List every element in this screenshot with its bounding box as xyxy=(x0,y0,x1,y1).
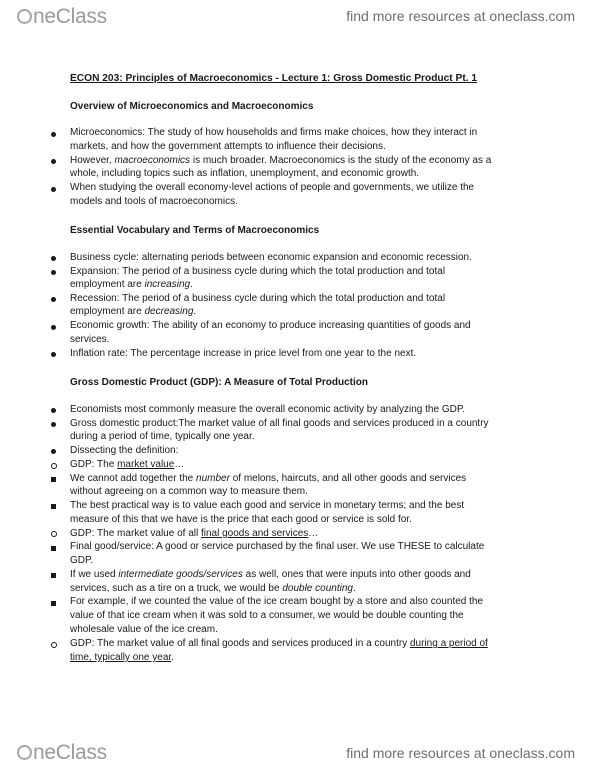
list-item: Microeconomics: The study of how households and firms make choices, how they interact in xyxy=(70,127,478,138)
list-item: The best practical way is to value each good and service in monetary terms; and the best xyxy=(70,500,465,511)
bullet-disc xyxy=(51,449,56,454)
bullet-square xyxy=(51,573,56,578)
oneclass-logo-icon xyxy=(17,9,32,24)
bullet-disc xyxy=(51,256,56,261)
list-item-cont: without agreeing on a common way to measure them. xyxy=(70,486,308,497)
list-item-cont: value of that ice cream when it was sold to a consumer, we would be double counting the xyxy=(70,610,464,621)
bullet-square xyxy=(51,601,56,606)
bullet-disc xyxy=(51,325,56,330)
list-item-cont: markets, and how the government attempts to influence their decisions. xyxy=(70,141,386,152)
bullet-disc xyxy=(51,422,56,427)
list-item: GDP: The market value… xyxy=(70,459,185,470)
list-item: We cannot add together the number of melons, haircuts, and all other goods and services xyxy=(70,473,467,484)
bullet-disc xyxy=(51,352,56,357)
list-item: Recession: The period of a business cycle during which the total production and total xyxy=(70,293,446,304)
bullet-circle xyxy=(51,531,57,537)
bullet-square xyxy=(51,546,56,551)
document-title: ECON 203: Principles of Macroeconomics - Lecture 1: Gross Domestic Product Pt. 1 xyxy=(70,73,478,84)
list-item: GDP: The market value of all final goods and services… xyxy=(70,528,319,539)
bullet-disc xyxy=(51,132,56,137)
list-item: However, macroeconomics is much broader. Macroeconomics is the study of the economy as a xyxy=(70,155,492,166)
list-item-cont: employment are decreasing. xyxy=(70,306,197,317)
list-item: Final good/service: A good or service purchased by the final user. We use THESE to calculate xyxy=(70,541,485,552)
list-item: Economic growth: The ability of an economy to produce increasing quantities of goods and xyxy=(70,320,471,331)
footer-tagline[interactable]: find more resources at oneclass.com xyxy=(346,745,575,761)
oneclass-logo[interactable]: neClass xyxy=(17,5,107,29)
section-heading-overview: Overview of Microeconomics and Macroeconomics xyxy=(70,101,314,112)
list-item-cont: services. xyxy=(70,334,110,345)
list-item: When studying the overall economy-level actions of people and governments, we utilize the xyxy=(70,182,475,193)
list-item: Business cycle: alternating periods between economic expansion and economic recession. xyxy=(70,252,472,263)
list-item: Gross domestic product:The market value of all final goods and services produced in a country xyxy=(70,418,489,429)
oneclass-logo-footer[interactable]: neClass xyxy=(17,741,107,765)
list-item: Economists most commonly measure the overall economic activity by analyzing the GDP. xyxy=(70,404,465,415)
list-item: For example, if we counted the value of the ice cream bought by a store and also counted the xyxy=(70,596,484,607)
list-item: Expansion: The period of a business cycle during which the total production and total xyxy=(70,266,446,277)
list-item-cont: measure of this that we have is the price that each good or service is sold for. xyxy=(70,514,412,525)
list-item-cont: GDP. xyxy=(70,555,94,566)
bullet-square xyxy=(51,504,56,509)
list-item: Inflation rate: The percentage increase in price level from one year to the next. xyxy=(70,348,417,359)
bullet-square xyxy=(51,477,56,482)
oneclass-logo-icon xyxy=(17,745,32,760)
list-item: GDP: The market value of all final goods and services produced in a country during a period of xyxy=(70,638,488,649)
bullet-disc xyxy=(51,297,56,302)
bullet-disc xyxy=(51,408,56,413)
bullet-circle xyxy=(51,642,57,648)
list-item-cont: whole, including topics such as inflation, unemployment, and economic growth. xyxy=(70,168,420,179)
list-item: Dissecting the definition: xyxy=(70,445,179,456)
list-item-cont: during a period of time, typically one year. xyxy=(70,431,255,442)
list-item-cont: time, typically one year. xyxy=(70,652,174,663)
section-heading-vocabulary: Essential Vocabulary and Terms of Macroeconomics xyxy=(70,225,320,236)
list-item-cont: employment are increasing. xyxy=(70,279,193,290)
bullet-disc xyxy=(51,159,56,164)
header-tagline[interactable]: find more resources at oneclass.com xyxy=(346,8,575,24)
bullet-disc xyxy=(51,270,56,275)
list-item-cont: models and tools of macroeconomics. xyxy=(70,196,238,207)
list-item: If we used intermediate goods/services as well, ones that were inputs into other goods and xyxy=(70,569,471,580)
bullet-disc xyxy=(51,187,56,192)
section-heading-gdp: Gross Domestic Product (GDP): A Measure of Total Production xyxy=(70,377,368,388)
list-item-cont: services, such as a tire on a truck, we would be double counting. xyxy=(70,583,356,594)
bullet-circle xyxy=(51,463,57,469)
list-item-cont: wholesale value of the ice cream. xyxy=(70,624,218,635)
